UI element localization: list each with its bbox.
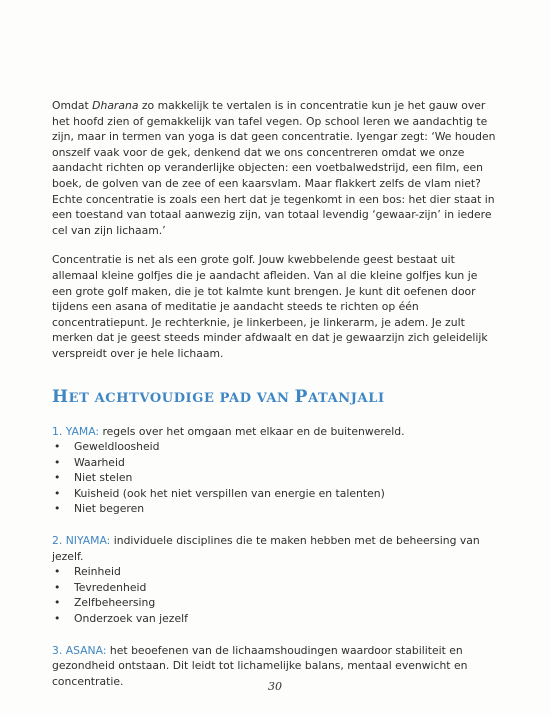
term-dharana: Dharana xyxy=(92,99,139,112)
list-item: • Reinheid xyxy=(52,564,500,580)
list-item: • Niet stelen xyxy=(52,470,500,486)
niyama-list xyxy=(52,564,500,626)
yama-description: regels over het omgaan met elkaar en de buitenwereld. xyxy=(99,424,405,438)
list-item: • Onderzoek van jezelf xyxy=(52,611,500,627)
niyama-intro xyxy=(52,533,500,564)
paragraph-dharana-rest: zo makkelijk te vertalen is in concentratie kun je het gauw over het hoofd zien of gemakkelijk van tafel vegen. Op school leren we aandachtig te zijn, maar in termen van yoga is dat geen concentratie. Iyengar zegt: ‘We houden onszelf vaak voor de gek, denkend dat we ons concentreren omdat we onze aandacht richten op veranderlijke objecten: een voetbalwedstrijd, een film, een boek, de golven van de zee of een kaarsvlam. Maar flakkert zelfs de vlam niet? Echte concentratie is zoals een hert dat je tegenkomt in een bos: het dier staat in een toestand van totaal aanwezig zijn, van totaal levendig ‘gewaar-zijn’ in iedere cel van zijn lichaam.’ xyxy=(52,99,496,237)
section-yama xyxy=(52,424,500,518)
paragraph-dharana-start: Omdat xyxy=(52,99,93,112)
niyama-label: 2. NIYAMA: xyxy=(52,534,111,548)
list-item: • Waarheid xyxy=(52,455,500,471)
list-item: • Tevredenheid xyxy=(52,580,500,596)
list-item: • Zelfbeheersing xyxy=(52,595,500,611)
list-item: • Kuisheid (ook het niet verspillen van energie en talenten) xyxy=(52,486,500,502)
yama-list xyxy=(52,439,500,517)
paragraph-concentratie: Concentratie is net als een grote golf. Jouw kwebbelende geest bestaat uit allemaal kleine golfjes die je aandacht afleiden. Van al die kleine golfjes kun je een grote golf maken, die je tot kalmte kunt brengen. Je kunt dit oefenen door tijdens een asana of meditatie je aandacht steeds te richten op één concentratiepunt. Je rechterknie, je linkerbeen, je linkerarm, je adem. Je zult merken dat je geest steeds minder afdwaalt en dat je gewaarzijn zich geleidelijk verspreidt over je hele lichaam. xyxy=(52,253,488,360)
list-item: • Geweldloosheid xyxy=(52,439,500,455)
yama-label: 1. YAMA: xyxy=(52,424,100,438)
list-item: • Niet begeren xyxy=(52,501,500,517)
section-heading: HET ACHTVOUDIGE PAD VAN PATANJALI xyxy=(52,386,385,407)
page-number: 30 xyxy=(268,680,282,693)
niyama-description: individuele disciplines die te maken hebben met de beheersing van jezelf. xyxy=(52,534,480,563)
section-niyama xyxy=(52,533,500,627)
paragraph-dharana xyxy=(52,98,500,238)
yama-intro xyxy=(52,424,500,440)
page-content xyxy=(52,98,500,689)
asana-description: het beoefenen van de lichaamshoudingen waardoor stabiliteit en gezondheid ontstaan. Dit leidt tot lichamelijke balans, mentaal evenwicht en concentratie. xyxy=(52,643,468,688)
asana-label: 3. ASANA: xyxy=(52,643,107,657)
